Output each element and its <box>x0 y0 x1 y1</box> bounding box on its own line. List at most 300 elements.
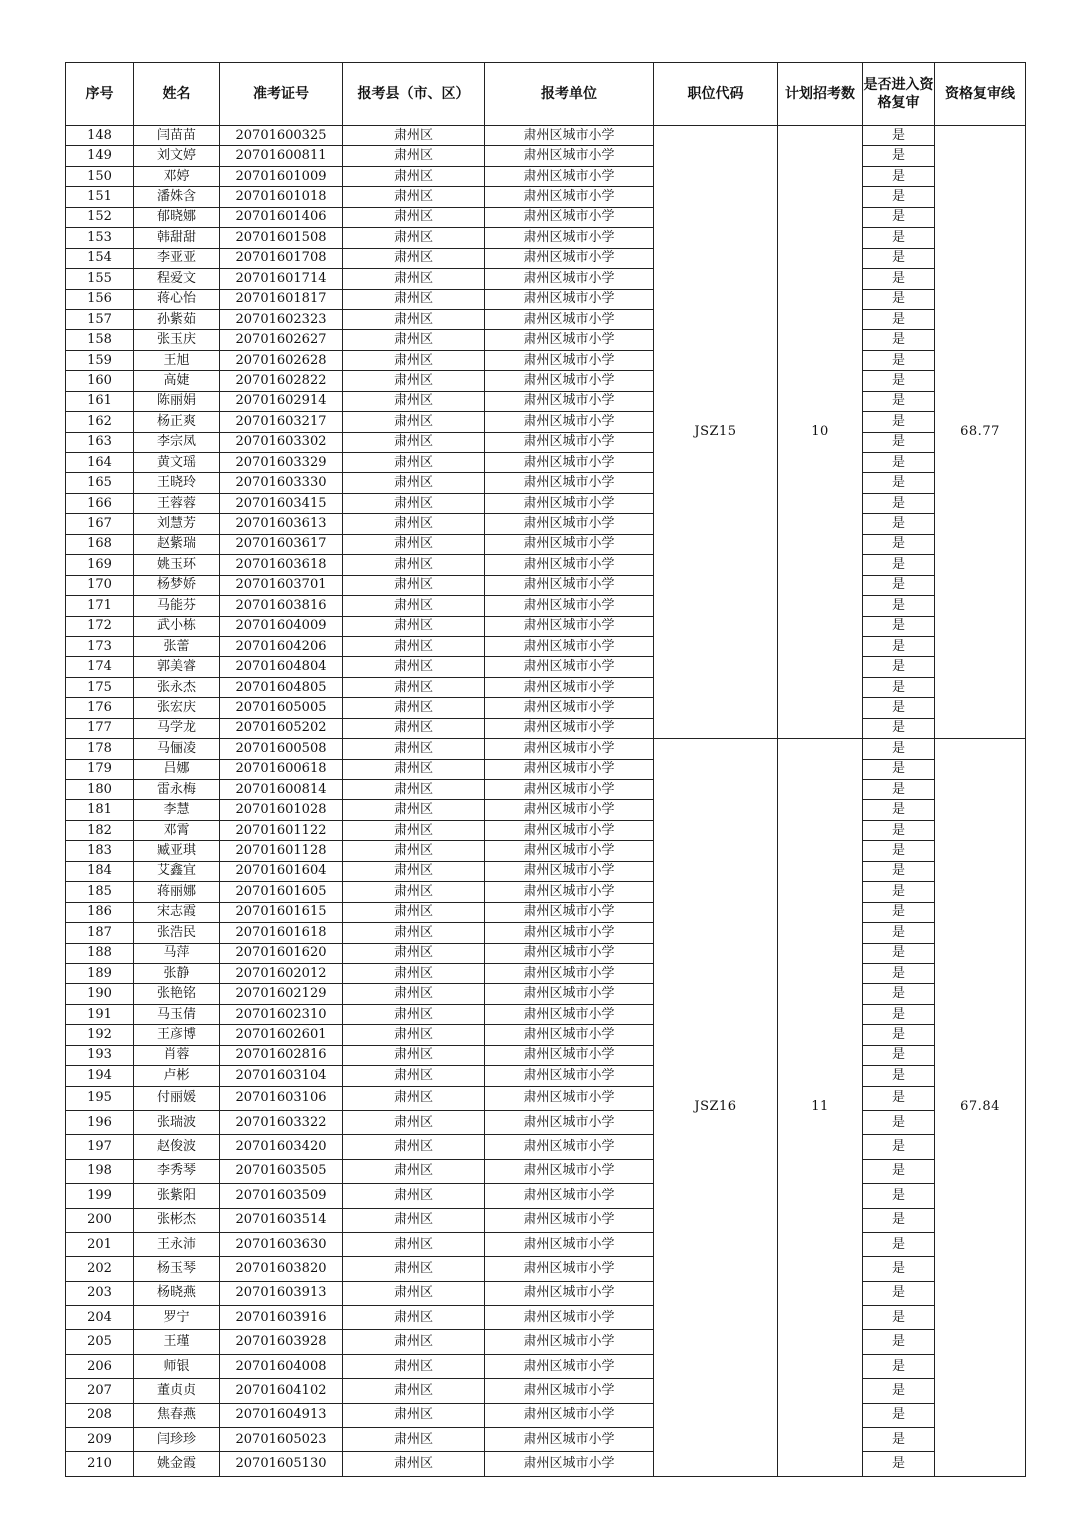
table-row <box>66 636 1026 656</box>
cell-seq: 177 <box>66 718 134 738</box>
cell-unit: 肃州区城市小学 <box>485 453 654 473</box>
cell-county: 肃州区 <box>343 330 485 350</box>
cell-seq: 164 <box>66 453 134 473</box>
cell-seq: 179 <box>66 759 134 779</box>
cell-ticket: 20701603330 <box>220 473 343 493</box>
cell-qualified: 是 <box>863 902 935 922</box>
cell-county: 肃州区 <box>343 820 485 840</box>
cell-name: 李亚亚 <box>134 248 220 268</box>
cell-name: 张蕾 <box>134 636 220 656</box>
cell-county: 肃州区 <box>343 1354 485 1378</box>
cell-name: 孙紫茹 <box>134 309 220 329</box>
cell-seq: 162 <box>66 412 134 432</box>
cell-seq: 198 <box>66 1159 134 1183</box>
cell-seq: 155 <box>66 269 134 289</box>
cell-qualified: 是 <box>863 820 935 840</box>
cell-unit: 肃州区城市小学 <box>485 228 654 248</box>
table-row <box>66 698 1026 718</box>
cell-seq: 168 <box>66 534 134 554</box>
table-row <box>66 555 1026 575</box>
cell-county: 肃州区 <box>343 412 485 432</box>
cell-seq: 170 <box>66 575 134 595</box>
table-row <box>66 1379 1026 1403</box>
cell-name: 张永杰 <box>134 677 220 697</box>
cell-name: 郁晓娜 <box>134 207 220 227</box>
cell-name: 马萍 <box>134 943 220 963</box>
cell-name: 李宗凤 <box>134 432 220 452</box>
table-row <box>66 718 1026 738</box>
cell-name: 闫苗苗 <box>134 126 220 146</box>
header-cutoff: 资格复审线 <box>935 63 1026 126</box>
cell-qualified: 是 <box>863 391 935 411</box>
cell-unit: 肃州区城市小学 <box>485 616 654 636</box>
cell-name: 焦春燕 <box>134 1403 220 1427</box>
table-row <box>66 1403 1026 1427</box>
cell-county: 肃州区 <box>343 453 485 473</box>
cell-qualified: 是 <box>863 841 935 861</box>
cell-unit: 肃州区城市小学 <box>485 1403 654 1427</box>
cell-unit: 肃州区城市小学 <box>485 187 654 207</box>
cell-county: 肃州区 <box>343 718 485 738</box>
cell-qualified: 是 <box>863 1354 935 1378</box>
table-row <box>66 1281 1026 1305</box>
cell-county: 肃州区 <box>343 228 485 248</box>
cell-county: 肃州区 <box>343 780 485 800</box>
cell-seq: 187 <box>66 923 134 943</box>
cell-qualified: 是 <box>863 248 935 268</box>
table-row <box>66 166 1026 186</box>
header-seq: 序号 <box>66 63 134 126</box>
cell-ticket: 20701600814 <box>220 780 343 800</box>
cell-qualified: 是 <box>863 1428 935 1452</box>
cell-ticket: 20701603617 <box>220 534 343 554</box>
cell-ticket: 20701601406 <box>220 207 343 227</box>
cell-county: 肃州区 <box>343 1330 485 1354</box>
cell-unit: 肃州区城市小学 <box>485 289 654 309</box>
cell-unit: 肃州区城市小学 <box>485 1208 654 1232</box>
cell-name: 赵俊波 <box>134 1135 220 1159</box>
cell-ticket: 20701603104 <box>220 1066 343 1086</box>
cell-name: 臧亚琪 <box>134 841 220 861</box>
cell-unit: 肃州区城市小学 <box>485 1232 654 1256</box>
table-row <box>66 1159 1026 1183</box>
cell-ticket: 20701601620 <box>220 943 343 963</box>
cell-qualified: 是 <box>863 493 935 513</box>
cell-qualified: 是 <box>863 514 935 534</box>
cell-qualified: 是 <box>863 330 935 350</box>
cell-unit: 肃州区城市小学 <box>485 350 654 370</box>
cell-county: 肃州区 <box>343 248 485 268</box>
cell-county: 肃州区 <box>343 1004 485 1024</box>
cell-name: 邓霄 <box>134 820 220 840</box>
cell-county: 肃州区 <box>343 1159 485 1183</box>
cell-qualified: 是 <box>863 1004 935 1024</box>
cell-qualified: 是 <box>863 1110 935 1134</box>
cell-county: 肃州区 <box>343 432 485 452</box>
cell-name: 肖蓉 <box>134 1045 220 1065</box>
cell-county: 肃州区 <box>343 1208 485 1232</box>
cell-unit: 肃州区城市小学 <box>485 657 654 677</box>
cell-name: 潘姝含 <box>134 187 220 207</box>
cell-seq: 175 <box>66 677 134 697</box>
cell-ticket: 20701603928 <box>220 1330 343 1354</box>
cell-qualified: 是 <box>863 534 935 554</box>
cell-seq: 191 <box>66 1004 134 1024</box>
cell-seq: 210 <box>66 1452 134 1476</box>
cell-seq: 166 <box>66 493 134 513</box>
cell-unit: 肃州区城市小学 <box>485 575 654 595</box>
cell-qualified: 是 <box>863 1184 935 1208</box>
cell-county: 肃州区 <box>343 1135 485 1159</box>
cell-ticket: 20701604913 <box>220 1403 343 1427</box>
cell-name: 蒋心怡 <box>134 289 220 309</box>
cell-county: 肃州区 <box>343 759 485 779</box>
cell-unit: 肃州区城市小学 <box>485 391 654 411</box>
cell-ticket: 20701602914 <box>220 391 343 411</box>
cell-qualified: 是 <box>863 984 935 1004</box>
cell-qualified: 是 <box>863 146 935 166</box>
cell-ticket: 20701603820 <box>220 1257 343 1281</box>
cell-unit: 肃州区城市小学 <box>485 1025 654 1045</box>
cell-seq: 205 <box>66 1330 134 1354</box>
table-row <box>66 391 1026 411</box>
cell-unit: 肃州区城市小学 <box>485 861 654 881</box>
cell-qualified: 是 <box>863 1330 935 1354</box>
cell-seq: 201 <box>66 1232 134 1256</box>
table-row <box>66 534 1026 554</box>
cell-name: 姚玉环 <box>134 555 220 575</box>
cell-ticket: 20701603916 <box>220 1306 343 1330</box>
cell-seq: 171 <box>66 596 134 616</box>
cell-qualified: 是 <box>863 861 935 881</box>
table-row <box>66 453 1026 473</box>
cell-seq: 193 <box>66 1045 134 1065</box>
cell-qualified: 是 <box>863 596 935 616</box>
table-row <box>66 473 1026 493</box>
cell-unit: 肃州区城市小学 <box>485 248 654 268</box>
cell-seq: 148 <box>66 126 134 146</box>
cell-unit: 肃州区城市小学 <box>485 493 654 513</box>
cell-qualified: 是 <box>863 780 935 800</box>
cell-name: 李秀琴 <box>134 1159 220 1183</box>
cell-seq: 206 <box>66 1354 134 1378</box>
table-row <box>66 1452 1026 1476</box>
cell-unit: 肃州区城市小学 <box>485 146 654 166</box>
cell-ticket: 20701602822 <box>220 371 343 391</box>
cell-ticket: 20701602628 <box>220 350 343 370</box>
cell-qualified: 是 <box>863 657 935 677</box>
cell-unit: 肃州区城市小学 <box>485 1110 654 1134</box>
cell-name: 姚金霞 <box>134 1452 220 1476</box>
table-row <box>66 800 1026 820</box>
cell-ticket: 20701603514 <box>220 1208 343 1232</box>
cell-county: 肃州区 <box>343 984 485 1004</box>
cell-county: 肃州区 <box>343 861 485 881</box>
cell-county: 肃州区 <box>343 1306 485 1330</box>
cell-seq: 172 <box>66 616 134 636</box>
cell-seq: 186 <box>66 902 134 922</box>
cell-county: 肃州区 <box>343 841 485 861</box>
cell-qualified: 是 <box>863 1135 935 1159</box>
cell-ticket: 20701601605 <box>220 882 343 902</box>
table-row <box>66 677 1026 697</box>
table-row <box>66 207 1026 227</box>
cell-seq: 156 <box>66 289 134 309</box>
cell-ticket: 20701603913 <box>220 1281 343 1305</box>
cell-name: 张彬杰 <box>134 1208 220 1232</box>
cell-name: 马能芬 <box>134 596 220 616</box>
cell-unit: 肃州区城市小学 <box>485 923 654 943</box>
table-row <box>66 861 1026 881</box>
table-row <box>66 780 1026 800</box>
cell-unit: 肃州区城市小学 <box>485 1184 654 1208</box>
table-row <box>66 1257 1026 1281</box>
cell-name: 宋志霞 <box>134 902 220 922</box>
table-row <box>66 412 1026 432</box>
cell-qualified: 是 <box>863 1257 935 1281</box>
cell-seq: 208 <box>66 1403 134 1427</box>
table-row <box>66 820 1026 840</box>
cell-name: 张静 <box>134 963 220 983</box>
cell-qualified: 是 <box>863 432 935 452</box>
cell-ticket: 20701605130 <box>220 1452 343 1476</box>
cell-name: 陈丽娟 <box>134 391 220 411</box>
cell-ticket: 20701603302 <box>220 432 343 452</box>
cell-ticket: 20701601817 <box>220 289 343 309</box>
cell-seq: 157 <box>66 309 134 329</box>
cell-unit: 肃州区城市小学 <box>485 943 654 963</box>
header-unit: 报考单位 <box>485 63 654 126</box>
cell-name: 罗宁 <box>134 1306 220 1330</box>
cell-unit: 肃州区城市小学 <box>485 739 654 759</box>
cell-unit: 肃州区城市小学 <box>485 1306 654 1330</box>
cell-seq: 202 <box>66 1257 134 1281</box>
cell-ticket: 20701603816 <box>220 596 343 616</box>
cell-ticket: 20701602323 <box>220 309 343 329</box>
cell-qualified: 是 <box>863 718 935 738</box>
table-row <box>66 269 1026 289</box>
table-row <box>66 1354 1026 1378</box>
cell-county: 肃州区 <box>343 800 485 820</box>
cell-seq: 165 <box>66 473 134 493</box>
cell-qualified: 是 <box>863 1025 935 1045</box>
cell-unit: 肃州区城市小学 <box>485 412 654 432</box>
table-row <box>66 1232 1026 1256</box>
table-row <box>66 657 1026 677</box>
cell-name: 王彦博 <box>134 1025 220 1045</box>
table-header <box>66 63 1026 126</box>
table-row <box>66 902 1026 922</box>
table-row <box>66 1045 1026 1065</box>
cell-seq: 161 <box>66 391 134 411</box>
results-table <box>65 62 1026 1477</box>
header-position-code: 职位代码 <box>654 63 778 126</box>
cell-name: 刘文婷 <box>134 146 220 166</box>
cell-qualified: 是 <box>863 739 935 759</box>
header-county: 报考县（市、区） <box>343 63 485 126</box>
cell-seq: 185 <box>66 882 134 902</box>
cell-name: 杨晓燕 <box>134 1281 220 1305</box>
cell-unit: 肃州区城市小学 <box>485 432 654 452</box>
cell-name: 王蓉蓉 <box>134 493 220 513</box>
cell-seq: 200 <box>66 1208 134 1232</box>
cell-seq: 163 <box>66 432 134 452</box>
cell-ticket: 20701604206 <box>220 636 343 656</box>
cell-ticket: 20701602129 <box>220 984 343 1004</box>
cell-ticket: 20701601618 <box>220 923 343 943</box>
cell-seq: 188 <box>66 943 134 963</box>
table-row <box>66 493 1026 513</box>
cell-qualified: 是 <box>863 1232 935 1256</box>
table-row <box>66 596 1026 616</box>
cell-county: 肃州区 <box>343 350 485 370</box>
header-name: 姓名 <box>134 63 220 126</box>
cell-seq: 158 <box>66 330 134 350</box>
cell-county: 肃州区 <box>343 126 485 146</box>
cell-seq: 207 <box>66 1379 134 1403</box>
cell-county: 肃州区 <box>343 371 485 391</box>
cell-unit: 肃州区城市小学 <box>485 1159 654 1183</box>
cell-ticket: 20701601009 <box>220 166 343 186</box>
cell-qualified: 是 <box>863 1452 935 1476</box>
cell-seq: 194 <box>66 1066 134 1086</box>
cell-ticket: 20701604804 <box>220 657 343 677</box>
cell-seq: 180 <box>66 780 134 800</box>
cell-name: 张瑞波 <box>134 1110 220 1134</box>
cell-county: 肃州区 <box>343 596 485 616</box>
cell-county: 肃州区 <box>343 1045 485 1065</box>
group-position-code: JSZ16 <box>654 739 778 1477</box>
cell-unit: 肃州区城市小学 <box>485 309 654 329</box>
cell-ticket: 20701603322 <box>220 1110 343 1134</box>
cell-name: 董贞贞 <box>134 1379 220 1403</box>
cell-ticket: 20701601708 <box>220 248 343 268</box>
cell-ticket: 20701600508 <box>220 739 343 759</box>
cell-name: 王旭 <box>134 350 220 370</box>
cell-ticket: 20701601128 <box>220 841 343 861</box>
cell-name: 邓婷 <box>134 166 220 186</box>
cell-county: 肃州区 <box>343 146 485 166</box>
cell-qualified: 是 <box>863 555 935 575</box>
cell-qualified: 是 <box>863 269 935 289</box>
table-row <box>66 187 1026 207</box>
table-row <box>66 1086 1026 1110</box>
table-row <box>66 739 1026 759</box>
header-planned: 计划招考数 <box>778 63 863 126</box>
cell-county: 肃州区 <box>343 493 485 513</box>
cell-ticket: 20701604805 <box>220 677 343 697</box>
cell-qualified: 是 <box>863 453 935 473</box>
cell-seq: 181 <box>66 800 134 820</box>
cell-unit: 肃州区城市小学 <box>485 1045 654 1065</box>
cell-qualified: 是 <box>863 412 935 432</box>
table-row <box>66 432 1026 452</box>
cell-unit: 肃州区城市小学 <box>485 1354 654 1378</box>
cell-qualified: 是 <box>863 698 935 718</box>
cell-unit: 肃州区城市小学 <box>485 207 654 227</box>
cell-unit: 肃州区城市小学 <box>485 882 654 902</box>
cell-unit: 肃州区城市小学 <box>485 534 654 554</box>
cell-unit: 肃州区城市小学 <box>485 677 654 697</box>
cell-ticket: 20701603509 <box>220 1184 343 1208</box>
cell-county: 肃州区 <box>343 166 485 186</box>
cell-name: 武小栋 <box>134 616 220 636</box>
cell-seq: 182 <box>66 820 134 840</box>
cell-ticket: 20701603217 <box>220 412 343 432</box>
cell-seq: 192 <box>66 1025 134 1045</box>
cell-unit: 肃州区城市小学 <box>485 1086 654 1110</box>
cell-qualified: 是 <box>863 1159 935 1183</box>
cell-qualified: 是 <box>863 616 935 636</box>
cell-unit: 肃州区城市小学 <box>485 1135 654 1159</box>
cell-seq: 190 <box>66 984 134 1004</box>
cell-county: 肃州区 <box>343 1025 485 1045</box>
table-row <box>66 943 1026 963</box>
cell-county: 肃州区 <box>343 1281 485 1305</box>
cell-seq: 152 <box>66 207 134 227</box>
cell-qualified: 是 <box>863 1066 935 1086</box>
table-row <box>66 330 1026 350</box>
cell-ticket: 20701602012 <box>220 963 343 983</box>
cell-unit: 肃州区城市小学 <box>485 698 654 718</box>
cell-qualified: 是 <box>863 473 935 493</box>
cell-unit: 肃州区城市小学 <box>485 759 654 779</box>
cell-seq: 154 <box>66 248 134 268</box>
cell-unit: 肃州区城市小学 <box>485 1379 654 1403</box>
cell-seq: 160 <box>66 371 134 391</box>
cell-unit: 肃州区城市小学 <box>485 330 654 350</box>
cell-name: 张紫阳 <box>134 1184 220 1208</box>
group-cutoff: 67.84 <box>935 739 1026 1477</box>
table-row <box>66 575 1026 595</box>
table-row <box>66 126 1026 146</box>
cell-seq: 169 <box>66 555 134 575</box>
cell-qualified: 是 <box>863 187 935 207</box>
cell-seq: 184 <box>66 861 134 881</box>
cell-county: 肃州区 <box>343 677 485 697</box>
cell-name: 艾鑫宜 <box>134 861 220 881</box>
cell-name: 韩甜甜 <box>134 228 220 248</box>
cell-qualified: 是 <box>863 1281 935 1305</box>
cell-county: 肃州区 <box>343 1428 485 1452</box>
cell-seq: 151 <box>66 187 134 207</box>
cell-name: 刘慧芳 <box>134 514 220 534</box>
cell-qualified: 是 <box>863 800 935 820</box>
cell-name: 卢彬 <box>134 1066 220 1086</box>
table-row <box>66 1330 1026 1354</box>
cell-unit: 肃州区城市小学 <box>485 800 654 820</box>
cell-qualified: 是 <box>863 923 935 943</box>
cell-ticket: 20701601028 <box>220 800 343 820</box>
cell-county: 肃州区 <box>343 207 485 227</box>
cell-name: 马学龙 <box>134 718 220 738</box>
table-row <box>66 882 1026 902</box>
cell-name: 杨梦娇 <box>134 575 220 595</box>
header-row <box>66 63 1026 126</box>
cell-ticket: 20701602627 <box>220 330 343 350</box>
cell-name: 李慧 <box>134 800 220 820</box>
group-planned: 11 <box>778 739 863 1477</box>
cell-ticket: 20701603106 <box>220 1086 343 1110</box>
cell-name: 黄文瑶 <box>134 453 220 473</box>
cell-seq: 149 <box>66 146 134 166</box>
cell-unit: 肃州区城市小学 <box>485 371 654 391</box>
cell-unit: 肃州区城市小学 <box>485 963 654 983</box>
cell-name: 王晓玲 <box>134 473 220 493</box>
cell-ticket: 20701601122 <box>220 820 343 840</box>
cell-ticket: 20701603505 <box>220 1159 343 1183</box>
cell-county: 肃州区 <box>343 575 485 595</box>
